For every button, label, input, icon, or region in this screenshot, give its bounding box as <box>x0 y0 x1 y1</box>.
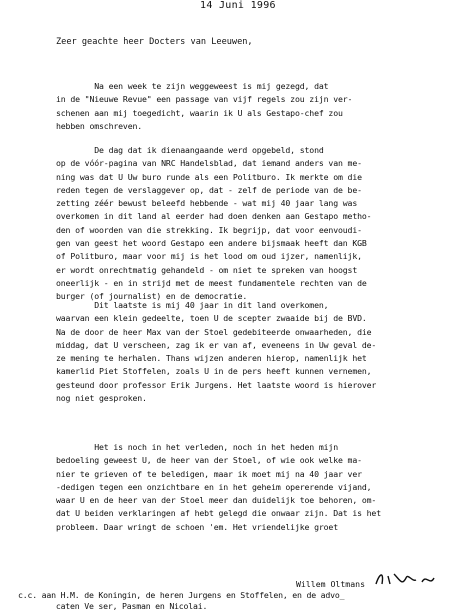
body-line: den of woorden van die strekking. Ik begrijp, dat voor eenvoudi- <box>56 224 362 235</box>
body-paragraph <box>56 441 416 534</box>
letter-date: 14 Juni 1996 <box>200 0 276 11</box>
body-line: bedoeling geweest U, de heer van der Stoel, of wie ook welke ma- <box>56 455 362 466</box>
body-line: er wordt onrechtmatig gehandeld - om niet te spreken van hoogst <box>56 264 358 275</box>
body-line: of Politburo, maar voor mij is het lood om oud ijzer, namenlijk, <box>56 251 362 262</box>
signature-name: Willem Oltmans <box>296 579 366 589</box>
cc-text: caten Ve ser, Pasman en Nicolai. <box>18 601 208 611</box>
handwritten-signature <box>372 570 442 588</box>
body-line: overkomen in dit land al eerder had doen denken aan Gestapo metho- <box>56 211 372 222</box>
body-line: gesteund door professor Erik Jurgens. Het laatste woord is hierover <box>56 379 377 390</box>
body-line: burger (of journalist) en de democratie. <box>56 291 248 302</box>
body-line: waar U en de heer van der Stoel meer dan duidelijk toe behoren, om- <box>56 495 377 506</box>
body-paragraph <box>56 144 416 304</box>
body-line: in de "Nieuwe Revue" een passage van vijf regels zou zijn ver- <box>56 94 353 105</box>
body-paragraph <box>56 299 416 405</box>
body-line: nier te grieven of te beledigen, maar ik moet mij na 40 jaar ver <box>56 468 362 479</box>
body-line: ning was dat U Uw buro runde als een Politburo. Ik merkte om die <box>56 171 362 182</box>
body-line: Na een week te zijn weggeweest is mij gezegd, dat <box>56 81 329 91</box>
body-line: reden tegen de verslaggever op, dat - zelf de periode van de be- <box>56 184 362 195</box>
body-line: waarvan een klein gedeelte, toen U de scepter zwaaide bij de BVD. <box>56 313 367 324</box>
cc-text: c.c. aan H.M. de Koningin, de heren Jurgens en Stoffelen, en de advo_ <box>18 590 345 600</box>
body-line: dat U beiden verklaringen af hebt gelegd die onwaar zijn. Dat is het <box>56 508 381 519</box>
body-line: op de vóór-pagina van NRC Handelsblad, dat iemand anders van me- <box>56 158 362 169</box>
body-line: Het is noch in het verleden, noch in het heden mijn <box>56 442 338 452</box>
body-line: schenen aan mij toegedicht, waarin ik U als Gestapo-chef zou <box>56 107 343 118</box>
salutation: Zeer geachte heer Docters van Leeuwen, <box>56 37 253 47</box>
body-line: nog niet gesproken. <box>56 393 147 404</box>
body-line: De dag dat ik dienaangaande werd opgebeld, stond <box>56 145 324 155</box>
body-line: gen van geest het woord Gestapo een andere bijsmaak heeft dan KGB <box>56 238 367 249</box>
body-line: Na de door de heer Max van der Stoel gedebiteerde onwaarheden, die <box>56 326 372 337</box>
body-line: zetting zéér bewust beleefd hebbende - wat mij 40 jaar lang was <box>56 198 358 209</box>
body-line: middag, dat U verscheen, zag ik er van af, eveneens in Uw geval de- <box>56 339 377 350</box>
body-line: oneerlijk - en in strijd met de meest fundamentele rechten van de <box>56 277 367 288</box>
body-line: kamerlid Piet Stoffelen, zoals U in de pers heeft kunnen vernemen, <box>56 366 372 377</box>
cc-line <box>18 590 448 612</box>
body-line: ze mening te herhalen. Thans wijzen anderen hierop, namenlijk het <box>56 353 367 364</box>
body-line: hebben omschreven. <box>56 120 143 131</box>
body-line: Dit laatste is mij 40 jaar in dit land overkomen, <box>56 300 329 310</box>
body-line: -dedigen tegen een onzichtbare en in het geheim opererende vijand, <box>56 481 372 492</box>
body-paragraph <box>56 80 416 133</box>
body-line: probleem. Daar wringt de schoen 'em. Het vriendelijke groet <box>56 521 338 532</box>
